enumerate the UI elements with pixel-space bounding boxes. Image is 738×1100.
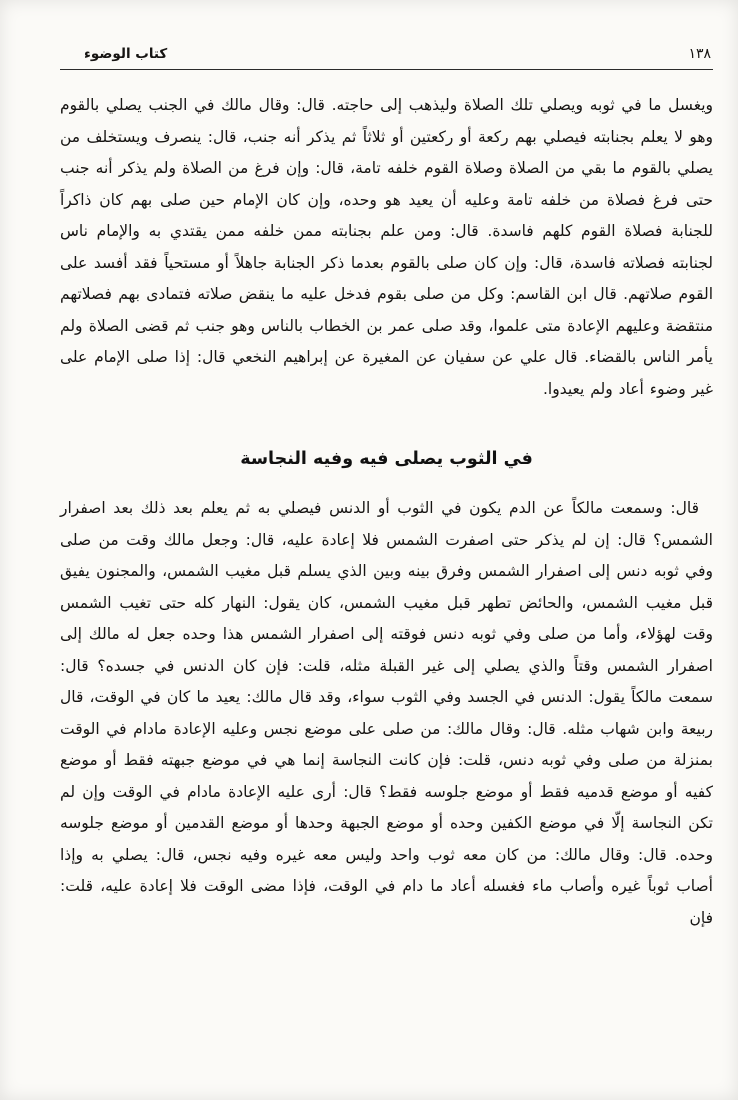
paragraph-junub-imam: ويغسل ما في ثوبه ويصلي تلك الصلاة وليذهب إلى حاجته. قال: وقال مالك في الجنب يصلي بالقوم وهو لا يعلم بجنابته فيصلي بهم ركعة أو ركعتين أو ثلاثاً ثم يذكر أنه جنب، قال: ينصرف ويستخلف من يصلي بالقوم ما بقي من الصلاة وصلاة القوم خلفه تامة، قال: وإن فرغ من الصلاة ولم يذكر أنه جنب حتى فرغ فصلاة من خلفه تامة وعليه أن يعيد هو وحده، وإن كان الإمام حين صلى بهم كان ذاكراً للجنابة فصلاة القوم كلهم فاسدة. قال: ومن علم بجنابته ممن خلفه ممن يقتدي به والإمام ناس لجنابته فصلاته فاسدة، قال: وإن كان صلى بالقوم بعدما ذكر الجنابة جاهلاً أو مستحياً فقد أفسد على القوم صلاتهم. قال ابن القاسم: وكل من صلى بقوم فدخل عليه ما ينقض صلاته فتمادى بهم فصلاتهم منتقضة وعليهم الإعادة متى علموا، وقد صلى عمر بن الخطاب بالناس وهو جنب ثم قضى الصلاة ولم يأمر الناس بالقضاء. قال علي عن سفيان عن المغيرة عن إبراهيم النخعي قال: إذا صلى الإمام على غير وضوء أعاد ولم يعيدوا. (60, 96, 713, 398)
page-number: ١٣٨ (688, 46, 711, 62)
paragraph-najasa-clothes: قال: وسمعت مالكاً عن الدم يكون في الثوب أو الدنس فيصلي به ثم يعلم بعد ذلك بعد اصفرار الشمس؟ قال: إن لم يذكر حتى اصفرت الشمس فلا إعادة عليه، قال: وجعل مالك وقت من صلى وفي ثوبه دنس إلى اصفرار الشمس وفرق بينه وبين الذي يسلم قبل مغيب الشمس، والمجنون يفيق قبل مغيب الشمس، والحائض تطهر قبل مغيب الشمس، كان يقول: النهار كله حتى تغيب الشمس وقت لهؤلاء، وأما من صلى وفي ثوبه دنس فوقته إلى اصفرار الشمس هذا وحده جعل له مالك إلى اصفرار الشمس وقتاً والذي يصلي إلى غير القبلة مثله، قلت: فإن كان الدنس في جسده؟ قال: سمعت مالكاً يقول: الدنس في الجسد وفي الثوب سواء، وقد قال مالك: يعيد ما كان في الوقت، قال ربيعة وابن شهاب مثله. قال: وقال مالك: من صلى على موضع نجس وعليه الإعادة مادام في الوقت بمنزلة من صلى وفي ثوبه دنس، قلت: فإن كانت النجاسة إنما هي في موضع جبهته فقط أو موضع كفيه أو موضع قدميه فقط أو موضع جلوسه فقط؟ قال: أرى عليه الإعادة مادام في الوقت وإن لم تكن النجاسة إلّا في موضع الكفين وحده أو موضع الجبهة وحدها أو موضع القدمين أو موضع جلوسه وحده. قال: وقال مالك: من كان معه ثوب واحد وليس معه غيره وفيه نجس، قال: يصلي به وإذا أصاب ثوباً غيره وأصاب ماء فغسله أعاد ما دام في الوقت، فإذا مضى الوقت فلا إعادة عليه، قلت: فإن (60, 499, 713, 927)
book-title: كتاب الوضوء (84, 46, 168, 62)
section-heading: في الثوب يصلى فيه وفيه النجاسة (240, 449, 533, 469)
page-header (60, 46, 713, 70)
page-content (60, 70, 713, 934)
